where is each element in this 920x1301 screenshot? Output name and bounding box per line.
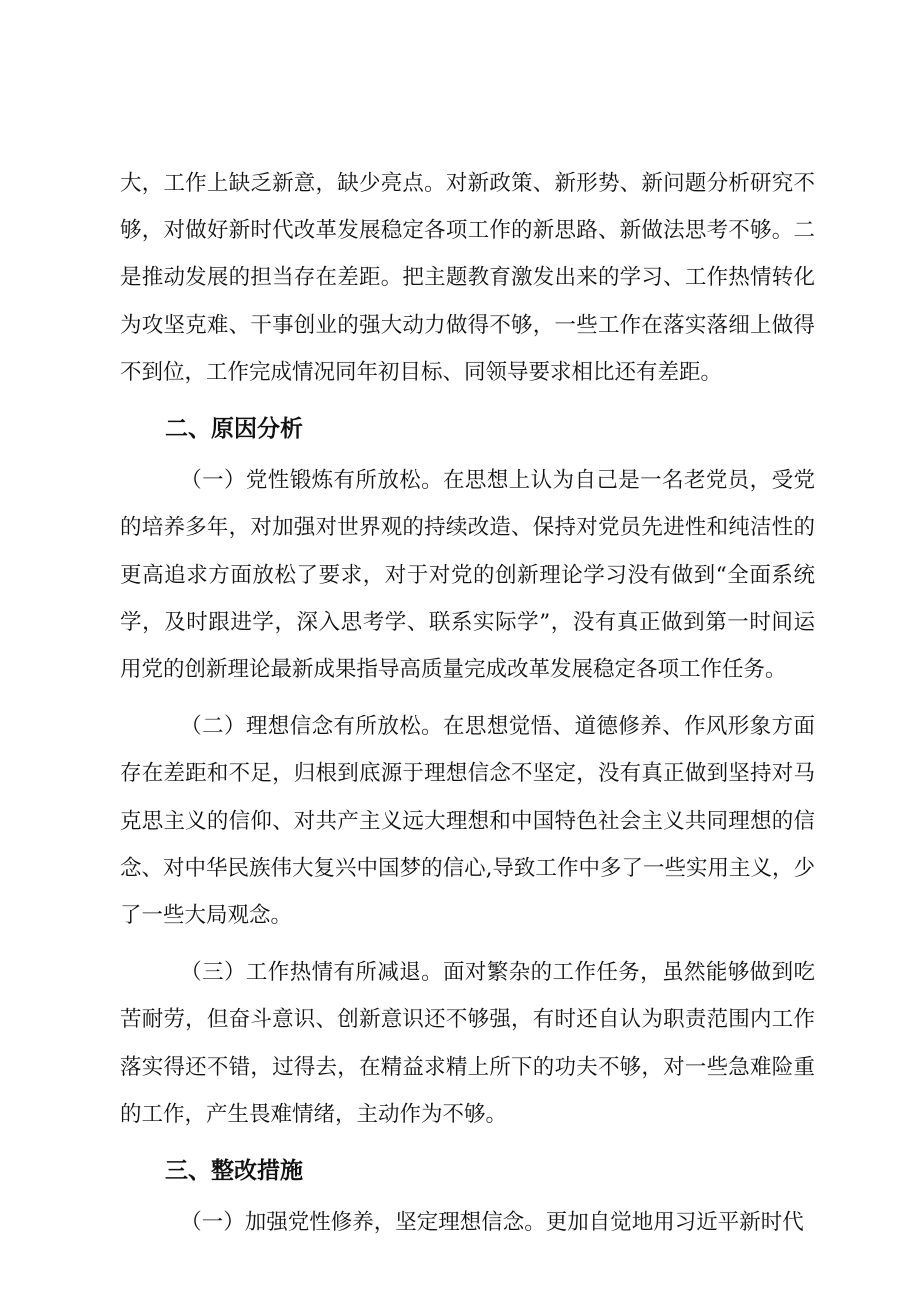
- spacer: [120, 693, 815, 703]
- paragraph-strengthen-party-spirit: （一）加强党性修养，坚定理想信念。更加自觉地用习近平新时代: [180, 1210, 804, 1236]
- paragraph-ideals-beliefs: （二）理想信念有所放松。在思想觉悟、道德修养、作风形象方面存在差距和不足，归根到底源于理想信念不坚定，没有真正做到坚持对马克思主义的信仰、对共产主义远大理想和中国特色社会主义共同理想的信念、对中华民族伟大复兴中国梦的信心,导致工作中多了一些实用主义，少了一些大局观念。: [120, 714, 815, 929]
- spacer: [120, 396, 815, 406]
- paragraph-party-spirit: （一）党性锻炼有所放松。在思想上认为自己是一名老党员，受党的培养多年，对加强对世界观的持续改造、保持对党员先进性和纯洁性的更高追求方面放松了要求，对于对党的创新理论学习没有做到“全面系统学，及时跟进学，深入思考学、联系实际学”，没有真正做到第一时间运用党的创新理论最新成果指导高质量完成改革发展稳定各项工作任务。: [120, 468, 815, 683]
- section-heading-cause-analysis: 二、原因分析: [165, 416, 303, 443]
- section-heading-rectification-measures: 三、整改措施: [165, 1158, 303, 1185]
- paragraph-work-enthusiasm: （三）工作热情有所减退。面对繁杂的工作任务，虽然能够做到吃苦耐劳，但奋斗意识、创新意识还不够强，有时还自认为职责范围内工作落实得还不错，过得去，在精益求精上所下的功夫不够，对一些急难险重的工作，产生畏难情绪，主动作为不够。: [120, 960, 815, 1127]
- intro-paragraph: 大，工作上缺乏新意，缺少亮点。对新政策、新形势、新问题分析研究不够，对做好新时代改革发展稳定各项工作的新思路、新做法思考不够。二是推动发展的担当存在差距。把主题教育激发出来的学习、工作热情转化为攻坚克难、干事创业的强大动力做得不够，一些工作在落实落细上做得不到位，工作完成情况同年初目标、同领导要求相比还有差距。: [120, 171, 815, 385]
- spacer: [120, 1138, 815, 1148]
- document-body: [120, 160, 815, 1246]
- spacer: [120, 939, 815, 949]
